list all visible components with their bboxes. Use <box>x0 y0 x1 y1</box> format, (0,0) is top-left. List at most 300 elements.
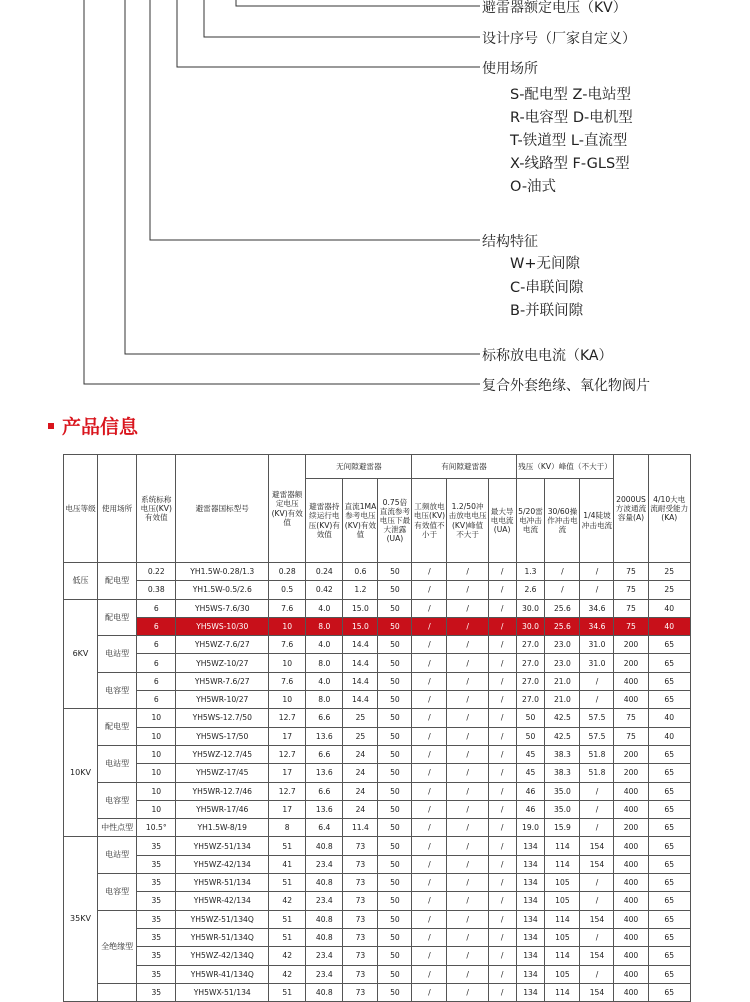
table-cell: 35 <box>137 837 176 855</box>
cell-voltage-level: 35KV <box>64 837 98 1002</box>
table-cell: 12.7 <box>269 709 306 727</box>
table-cell: 73 <box>343 983 378 1001</box>
table-cell: / <box>580 563 614 581</box>
table-cell: 45 <box>516 764 545 782</box>
table-cell: 75 <box>614 617 648 635</box>
table-cell: / <box>412 874 447 892</box>
structure-option: W+无间隙 <box>510 256 580 272</box>
table-cell: 400 <box>614 874 648 892</box>
table-cell: 50 <box>378 636 412 654</box>
cell-usage: 电容型 <box>98 782 137 819</box>
table-cell: 8.0 <box>306 691 343 709</box>
line-rated-voltage <box>236 0 480 6</box>
table-cell: 1.3 <box>516 563 545 581</box>
table-cell: 13.6 <box>306 727 343 745</box>
table-cell: / <box>488 581 516 599</box>
header-impulse: 1.2/50冲击放电电压(KV)峰值不大于 <box>447 479 488 563</box>
table-cell: 4.0 <box>306 599 343 617</box>
cell-voltage-level: 10KV <box>64 709 98 837</box>
table-cell: 27.0 <box>516 691 545 709</box>
table-cell: / <box>488 837 516 855</box>
table-row <box>64 910 691 928</box>
table-cell: 38.3 <box>545 764 580 782</box>
table-row <box>64 837 691 855</box>
table-cell: 12.7 <box>269 782 306 800</box>
table-cell: / <box>412 800 447 818</box>
table-cell: 23.4 <box>306 947 343 965</box>
table-cell: 30.0 <box>516 599 545 617</box>
table-cell: 35 <box>137 947 176 965</box>
table-cell: 25 <box>648 563 691 581</box>
table-cell: 17 <box>269 800 306 818</box>
table-cell: / <box>488 727 516 745</box>
table-cell: 65 <box>648 800 691 818</box>
structure-option: B-并联间隙 <box>510 303 584 319</box>
table-cell: 24 <box>343 745 378 763</box>
table-cell: 13.6 <box>306 800 343 818</box>
table-cell: 42 <box>269 892 306 910</box>
header-power-freq: 工频放电电压(KV)有效值不小于 <box>412 479 447 563</box>
table-cell: 50 <box>378 581 412 599</box>
table-cell: / <box>580 581 614 599</box>
table-cell: 42.5 <box>545 709 580 727</box>
table-cell: 6 <box>137 636 176 654</box>
table-cell: 51.8 <box>580 764 614 782</box>
table-cell: / <box>488 874 516 892</box>
product-table <box>63 454 691 1002</box>
table-cell: 1.2 <box>343 581 378 599</box>
table-cell: 23.4 <box>306 892 343 910</box>
table-cell: 50 <box>516 709 545 727</box>
table-cell: 10 <box>269 654 306 672</box>
table-cell: / <box>447 965 488 983</box>
table-cell: 65 <box>648 892 691 910</box>
table-cell: / <box>488 636 516 654</box>
table-cell: 400 <box>614 965 648 983</box>
table-cell: / <box>412 636 447 654</box>
table-cell: 40 <box>648 709 691 727</box>
table-cell: / <box>488 691 516 709</box>
header-lightning: 5/20雷电冲击电流 <box>516 479 545 563</box>
table-cell: YH5WR-7.6/27 <box>176 672 269 690</box>
table-cell: 51.8 <box>580 745 614 763</box>
table-row <box>64 892 691 910</box>
table-cell: 10.5° <box>137 819 176 837</box>
header-continuous-voltage: 避雷器持续运行电压(KV)有效值 <box>306 479 343 563</box>
table-cell: 50 <box>378 892 412 910</box>
table-cell: / <box>580 965 614 983</box>
header-switching: 30/60操作冲击电流 <box>545 479 580 563</box>
table-cell: 10 <box>137 709 176 727</box>
table-cell: 114 <box>545 983 580 1001</box>
table-cell: 24 <box>343 764 378 782</box>
table-cell: 65 <box>648 691 691 709</box>
label-design-number: 设计序号（厂家自定义） <box>482 31 636 47</box>
table-cell: 154 <box>580 983 614 1001</box>
table-cell: 41 <box>269 855 306 873</box>
table-cell: 50 <box>378 599 412 617</box>
table-cell: / <box>447 892 488 910</box>
table-cell: 51 <box>269 910 306 928</box>
table-cell: / <box>447 709 488 727</box>
table-cell: 134 <box>516 947 545 965</box>
table-cell: 50 <box>378 965 412 983</box>
table-cell: 50 <box>378 654 412 672</box>
line-structure <box>150 0 480 240</box>
table-cell: 23.0 <box>545 654 580 672</box>
line-composite-housing <box>84 0 480 384</box>
table-cell: 51 <box>269 983 306 1001</box>
table-cell: YH5WR-10/27 <box>176 691 269 709</box>
table-cell: 65 <box>648 910 691 928</box>
table-cell: 134 <box>516 874 545 892</box>
table-cell: 6.6 <box>306 745 343 763</box>
table-cell: 114 <box>545 947 580 965</box>
table-cell: / <box>447 928 488 946</box>
table-cell: 400 <box>614 782 648 800</box>
table-cell: 10 <box>269 691 306 709</box>
usage-option: S-配电型 Z-电站型 <box>510 87 631 103</box>
usage-option: X-线路型 F-GLS型 <box>510 156 630 172</box>
table-cell: 38.3 <box>545 745 580 763</box>
table-cell: 134 <box>516 928 545 946</box>
table-cell: / <box>412 782 447 800</box>
table-cell: 51 <box>269 837 306 855</box>
table-cell: 50 <box>378 800 412 818</box>
table-cell: 134 <box>516 837 545 855</box>
table-cell: 25.6 <box>545 599 580 617</box>
table-cell: YH5WR-42/134 <box>176 892 269 910</box>
table-cell: 154 <box>580 910 614 928</box>
table-cell: 35.0 <box>545 800 580 818</box>
table-cell: 8.0 <box>306 617 343 635</box>
table-row <box>64 782 691 800</box>
table-cell: 51 <box>269 874 306 892</box>
table-cell: 75 <box>614 709 648 727</box>
table-cell: 0.28 <box>269 563 306 581</box>
table-cell: / <box>447 782 488 800</box>
label-usage: 使用场所 <box>482 61 538 77</box>
table-cell: / <box>412 563 447 581</box>
table-cell: / <box>412 764 447 782</box>
table-cell: 0.6 <box>343 563 378 581</box>
table-cell: YH5WZ-42/134Q <box>176 947 269 965</box>
table-cell: 200 <box>614 654 648 672</box>
table-cell: 10 <box>137 745 176 763</box>
table-row <box>64 983 691 1001</box>
table-cell: 35 <box>137 855 176 873</box>
table-cell: 400 <box>614 837 648 855</box>
table-cell: 105 <box>545 892 580 910</box>
table-cell: 154 <box>580 947 614 965</box>
table-row <box>64 691 691 709</box>
section-title <box>48 412 138 439</box>
table-cell: / <box>447 691 488 709</box>
table-cell: 400 <box>614 855 648 873</box>
table-cell: 40.8 <box>306 983 343 1001</box>
table-row <box>64 617 691 635</box>
table-cell: 0.5 <box>269 581 306 599</box>
table-cell: / <box>447 819 488 837</box>
table-cell: 21.0 <box>545 691 580 709</box>
label-composite-housing: 复合外套绝缘、氧化物阀片 <box>482 378 650 394</box>
table-cell: / <box>412 581 447 599</box>
table-cell: 35 <box>137 892 176 910</box>
table-cell: 11.4 <box>343 819 378 837</box>
table-cell: 40 <box>648 599 691 617</box>
table-cell: / <box>412 947 447 965</box>
table-cell: 7.6 <box>269 636 306 654</box>
table-row <box>64 709 691 727</box>
usage-option: R-电容型 D-电机型 <box>510 110 633 126</box>
cell-usage: 配电型 <box>98 599 137 636</box>
header-high-current: 4/10大电流耐受能力(KA) <box>648 455 691 563</box>
table-cell: 65 <box>648 947 691 965</box>
table-cell: 45 <box>516 745 545 763</box>
table-cell: 75 <box>614 563 648 581</box>
table-cell: YH5WS-17/50 <box>176 727 269 745</box>
table-cell: / <box>447 563 488 581</box>
table-cell: YH5WZ-51/134Q <box>176 910 269 928</box>
table-cell: 400 <box>614 800 648 818</box>
table-cell: / <box>447 636 488 654</box>
table-cell: YH5WS-7.6/30 <box>176 599 269 617</box>
table-cell: / <box>488 709 516 727</box>
table-cell: 14.4 <box>343 636 378 654</box>
table-cell: YH5WR-41/134Q <box>176 965 269 983</box>
table-cell: 50 <box>378 819 412 837</box>
table-cell: 65 <box>648 764 691 782</box>
table-row <box>64 800 691 818</box>
cell-usage: 电站型 <box>98 837 137 874</box>
table-cell: 40.8 <box>306 910 343 928</box>
table-cell: 35.0 <box>545 782 580 800</box>
header-leakage: 0.75倍直流参考电压下最大泄露(UA) <box>378 479 412 563</box>
table-row <box>64 636 691 654</box>
table-cell: 0.22 <box>137 563 176 581</box>
table-cell: 65 <box>648 965 691 983</box>
section-title-text: 产品信息 <box>62 416 139 438</box>
table-cell: / <box>488 928 516 946</box>
table-cell: 0.38 <box>137 581 176 599</box>
table-cell: 27.0 <box>516 654 545 672</box>
table-cell: 23.4 <box>306 855 343 873</box>
table-cell: 42 <box>269 965 306 983</box>
table-cell: 6.6 <box>306 709 343 727</box>
line-usage <box>177 0 480 67</box>
table-cell: 400 <box>614 928 648 946</box>
table-cell: 50 <box>378 928 412 946</box>
table-cell: / <box>488 599 516 617</box>
line-discharge-current <box>125 0 480 354</box>
table-cell: 4.0 <box>306 636 343 654</box>
table-cell: 200 <box>614 819 648 837</box>
table-cell: 400 <box>614 691 648 709</box>
table-cell: 400 <box>614 672 648 690</box>
table-cell: 200 <box>614 636 648 654</box>
table-cell: 134 <box>516 983 545 1001</box>
table-cell: 23.0 <box>545 636 580 654</box>
table-cell: 65 <box>648 837 691 855</box>
table-cell: / <box>447 910 488 928</box>
table-cell: 50 <box>378 782 412 800</box>
table-cell: / <box>412 617 447 635</box>
table-cell: 46 <box>516 800 545 818</box>
structure-option: C-串联间隙 <box>510 280 584 296</box>
table-cell: 73 <box>343 855 378 873</box>
table-cell: YH5WS-10/30 <box>176 617 269 635</box>
table-cell: 30.0 <box>516 617 545 635</box>
table-cell: 50 <box>378 855 412 873</box>
table-cell: YH5WR-12.7/46 <box>176 782 269 800</box>
table-cell: 0.42 <box>306 581 343 599</box>
table-cell: 65 <box>648 983 691 1001</box>
table-cell: 73 <box>343 892 378 910</box>
table-cell: 27.0 <box>516 672 545 690</box>
table-cell: 65 <box>648 874 691 892</box>
table-cell: 10 <box>137 800 176 818</box>
table-cell: / <box>412 672 447 690</box>
table-cell: / <box>488 819 516 837</box>
table-cell: 50 <box>378 874 412 892</box>
table-cell: 105 <box>545 928 580 946</box>
table-row <box>64 563 691 581</box>
table-cell: / <box>412 709 447 727</box>
table-row <box>64 928 691 946</box>
table-cell: YH1.5W-0.5/2.6 <box>176 581 269 599</box>
table-cell: 50 <box>378 691 412 709</box>
table-cell: 50 <box>378 764 412 782</box>
table-cell: 2.6 <box>516 581 545 599</box>
header-square-wave: 2000US方波通流容量(A) <box>614 455 648 563</box>
cell-usage <box>98 983 137 1001</box>
table-cell: 40 <box>648 727 691 745</box>
table-cell: 65 <box>648 672 691 690</box>
table-cell: / <box>488 855 516 873</box>
table-row <box>64 727 691 745</box>
table-cell: 114 <box>545 910 580 928</box>
table-cell: 400 <box>614 983 648 1001</box>
table-cell: 50 <box>378 983 412 1001</box>
table-cell: / <box>488 654 516 672</box>
table-cell: 200 <box>614 745 648 763</box>
table-cell: 65 <box>648 782 691 800</box>
table-cell: 73 <box>343 910 378 928</box>
table-cell: 50 <box>516 727 545 745</box>
table-cell: 7.6 <box>269 672 306 690</box>
table-cell: 50 <box>378 709 412 727</box>
table-cell: 75 <box>614 599 648 617</box>
table-cell: 21.0 <box>545 672 580 690</box>
table-cell: YH5WZ-12.7/45 <box>176 745 269 763</box>
table-cell: 40.8 <box>306 928 343 946</box>
table-cell: 0.24 <box>306 563 343 581</box>
table-cell: 15.0 <box>343 599 378 617</box>
table-row <box>64 745 691 763</box>
table-cell: 65 <box>648 654 691 672</box>
table-cell: 65 <box>648 636 691 654</box>
table-body <box>64 563 691 1002</box>
table-cell: 400 <box>614 947 648 965</box>
table-cell: 114 <box>545 837 580 855</box>
table-cell: 6 <box>137 691 176 709</box>
table-cell: / <box>488 764 516 782</box>
table-cell: 73 <box>343 965 378 983</box>
table-cell: / <box>580 874 614 892</box>
table-cell: 73 <box>343 837 378 855</box>
table-cell: / <box>580 782 614 800</box>
table-cell: 35 <box>137 910 176 928</box>
table-cell: / <box>412 928 447 946</box>
table-cell: / <box>412 983 447 1001</box>
model-code-diagram <box>0 0 750 400</box>
table-cell: 154 <box>580 855 614 873</box>
table-row <box>64 965 691 983</box>
cell-voltage-level: 低压 <box>64 563 98 600</box>
table-cell: 10 <box>137 782 176 800</box>
table-cell: / <box>412 819 447 837</box>
table-cell: 6 <box>137 654 176 672</box>
table-cell: 51 <box>269 928 306 946</box>
table-cell: / <box>412 892 447 910</box>
table-cell: / <box>447 581 488 599</box>
table-cell: 50 <box>378 910 412 928</box>
cell-usage: 电容型 <box>98 672 137 709</box>
table-cell: / <box>447 983 488 1001</box>
table-cell: / <box>412 691 447 709</box>
header-gapless-group: 无间隙避雷器 <box>306 455 412 479</box>
table-cell: 6 <box>137 672 176 690</box>
usage-option: T-铁道型 L-直流型 <box>510 133 628 149</box>
table-cell: / <box>580 928 614 946</box>
table-cell: / <box>447 617 488 635</box>
header-rated-voltage: 避雷器额定电压(KV)有效值 <box>269 455 306 563</box>
header-residual-group: 残压（KV）峰值（不大于） <box>516 455 614 479</box>
cell-usage: 中性点型 <box>98 819 137 837</box>
table-cell: 6 <box>137 599 176 617</box>
table-cell: 57.5 <box>580 727 614 745</box>
table-cell: YH5WR-51/134Q <box>176 928 269 946</box>
table-row <box>64 672 691 690</box>
table-cell: 19.0 <box>516 819 545 837</box>
table-cell: 35 <box>137 874 176 892</box>
table-cell: / <box>447 599 488 617</box>
table-cell: 73 <box>343 928 378 946</box>
table-cell: 50 <box>378 745 412 763</box>
table-cell: 35 <box>137 965 176 983</box>
table-cell: 6.4 <box>306 819 343 837</box>
table-cell: / <box>412 727 447 745</box>
table-cell: / <box>488 745 516 763</box>
table-cell: 75 <box>614 581 648 599</box>
table-cell: 23.4 <box>306 965 343 983</box>
table-cell: / <box>412 855 447 873</box>
usage-option: O-油式 <box>510 179 557 195</box>
table-cell: 73 <box>343 947 378 965</box>
table-cell: 50 <box>378 837 412 855</box>
table-cell: / <box>488 965 516 983</box>
table-row <box>64 599 691 617</box>
header-dc-reference: 直流1MA参考电压(KV)有效值 <box>343 479 378 563</box>
table-cell: / <box>488 983 516 1001</box>
table-cell: / <box>580 691 614 709</box>
table-cell: 24 <box>343 800 378 818</box>
table-cell: / <box>488 563 516 581</box>
table-cell: 14.4 <box>343 691 378 709</box>
table-cell: 42.5 <box>545 727 580 745</box>
table-row <box>64 581 691 599</box>
table-cell: / <box>447 727 488 745</box>
